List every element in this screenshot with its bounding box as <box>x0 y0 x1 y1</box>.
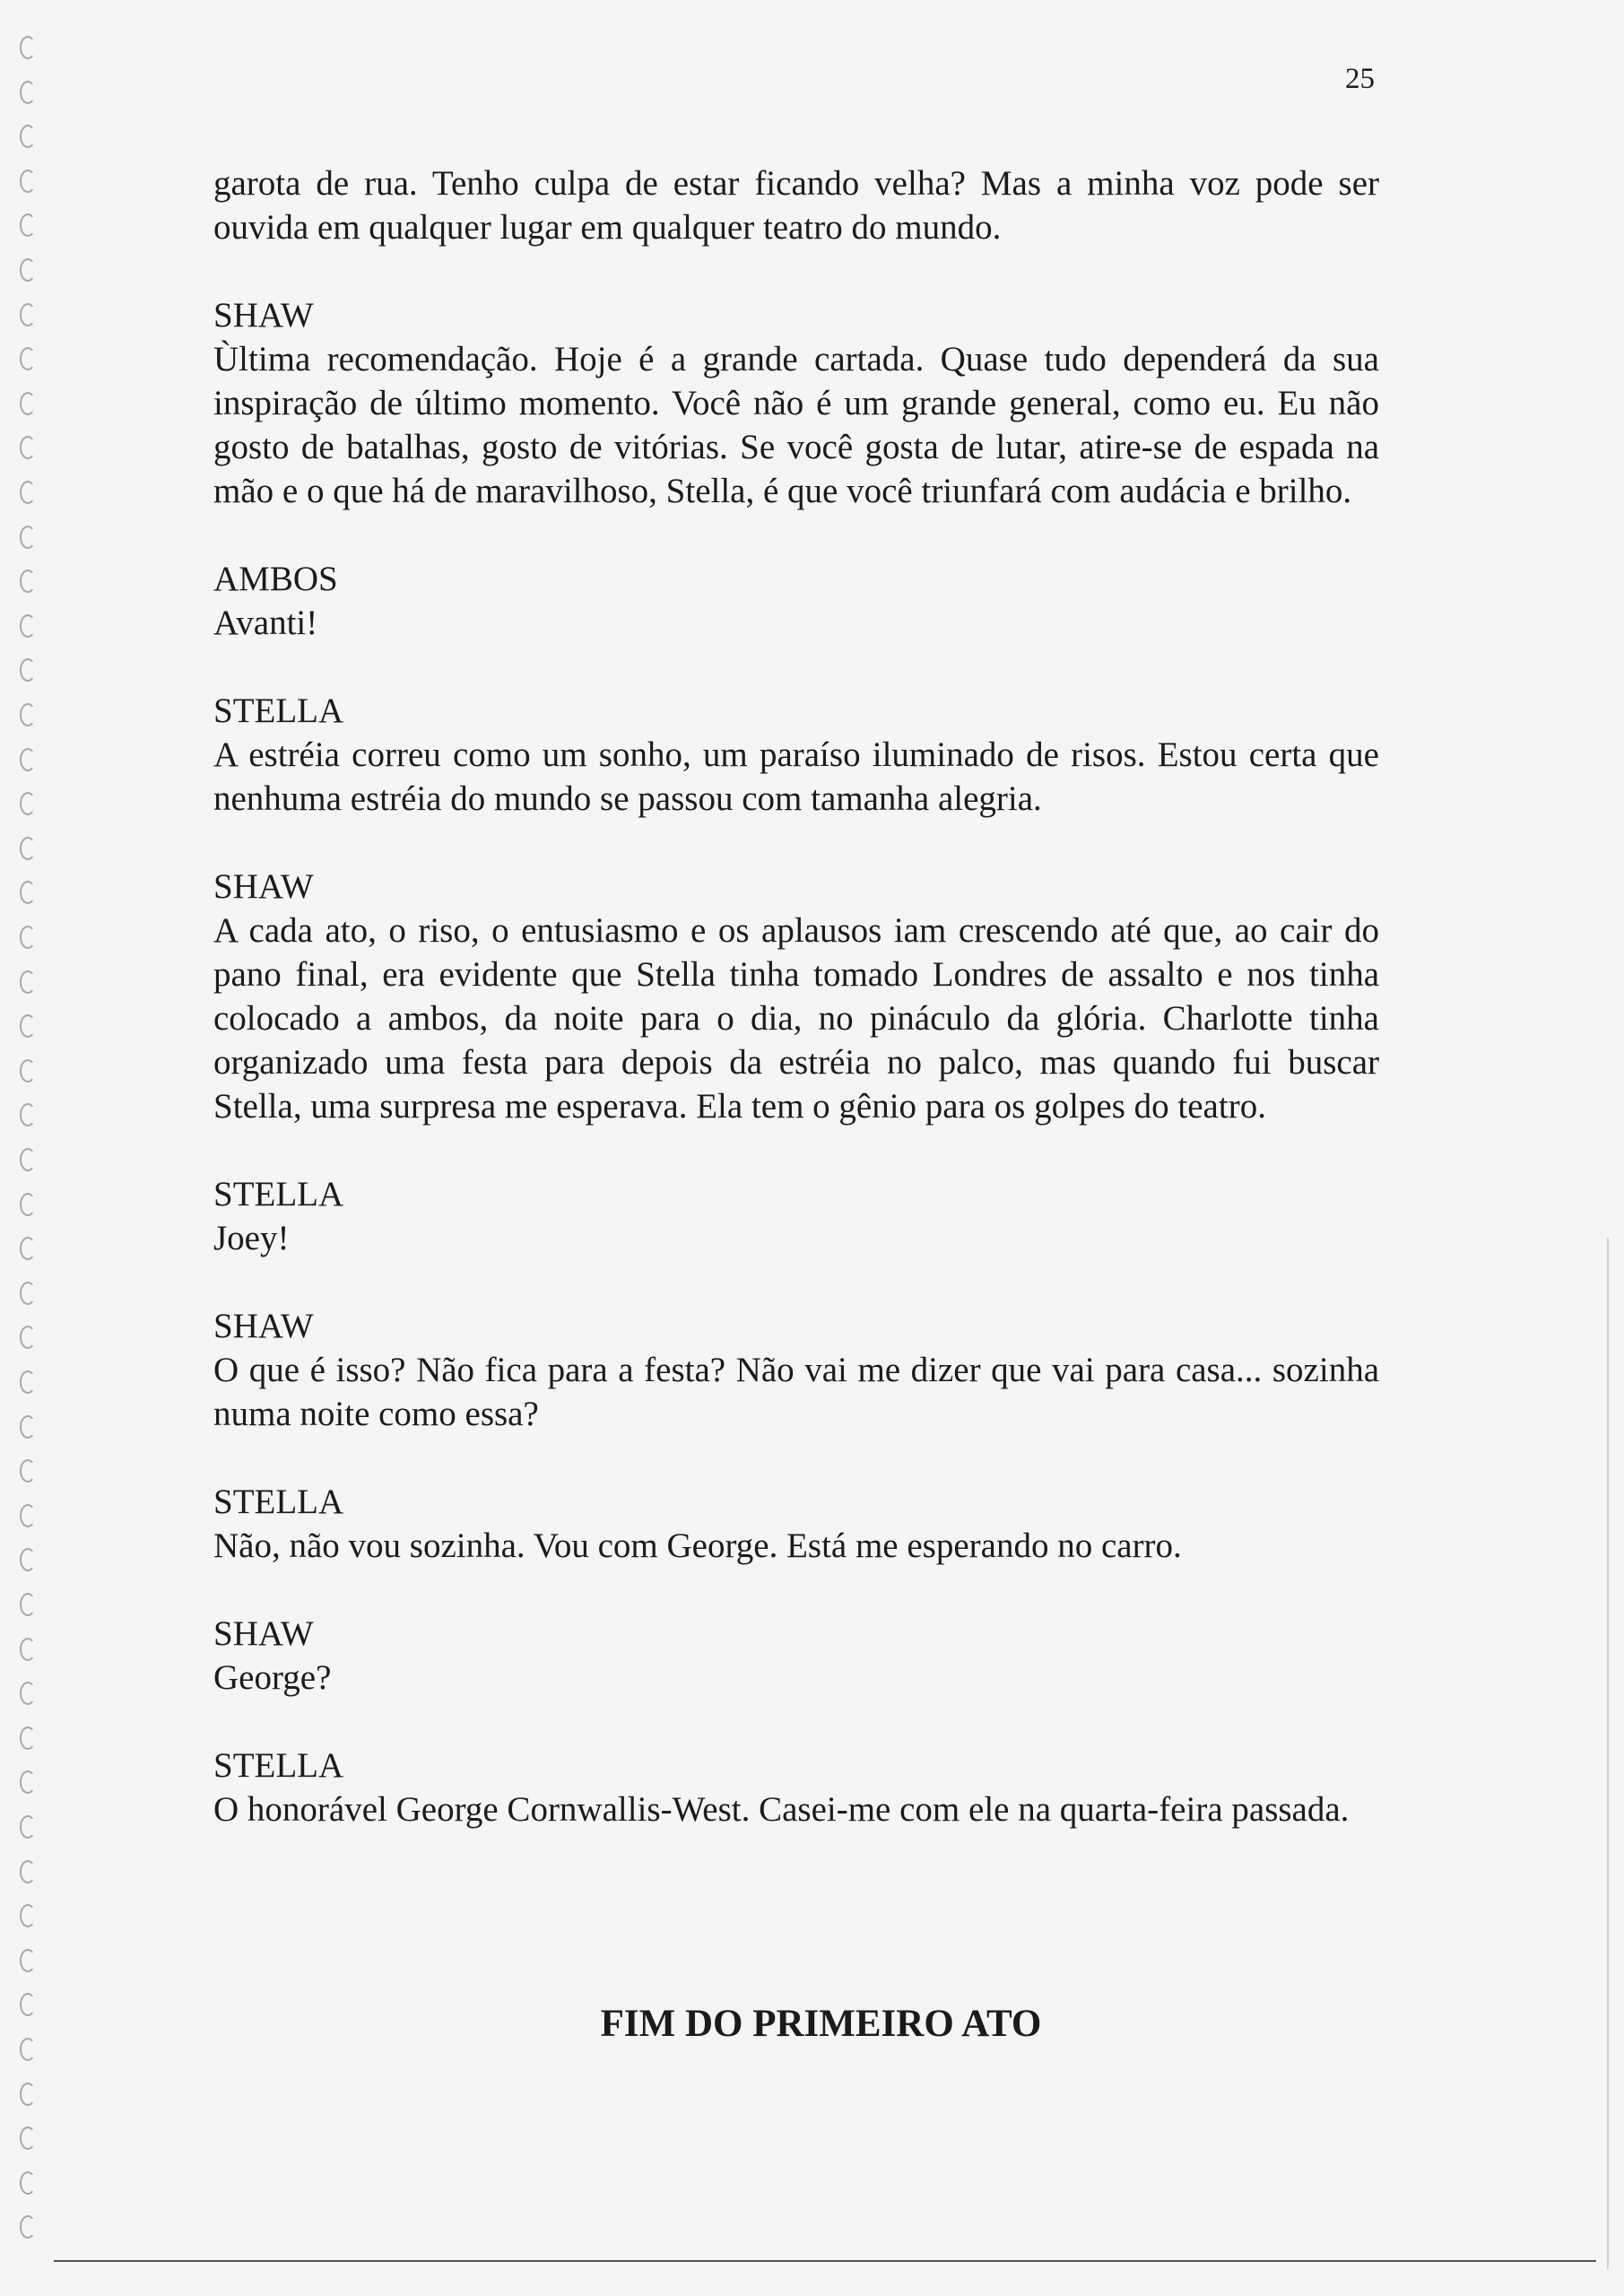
speaker-name: SHAW <box>213 296 314 335</box>
binding-hole <box>20 36 36 59</box>
dialogue-block <box>213 161 1379 249</box>
speaker-name: STELLA <box>213 1483 344 1521</box>
dialogue-block <box>213 557 1379 645</box>
binding-hole <box>20 526 36 549</box>
dialogue-text: Joey! <box>213 1219 290 1257</box>
speaker-name: STELLA <box>213 1175 344 1213</box>
binding-hole <box>20 1459 36 1483</box>
dialogue-block <box>213 1612 1379 1700</box>
binding-hole <box>20 1860 36 1883</box>
binding-hole <box>20 970 36 994</box>
bottom-rule <box>54 2260 1596 2262</box>
page-number: 25 <box>1345 63 1375 95</box>
dialogue-block <box>213 865 1379 1128</box>
speaker-name: SHAW <box>213 1614 314 1653</box>
binding-hole <box>20 570 36 593</box>
dialogue-text: A estréia correu como um sonho, um paraíso iluminado de risos. Estou certa que nenhuma estréia do mundo se passou com tamanha alegria. <box>213 735 1379 818</box>
dialogue-block <box>213 293 1379 513</box>
binding-hole <box>20 81 36 104</box>
binding-hole <box>20 436 36 459</box>
binding-hole <box>20 926 36 949</box>
binding-hole <box>20 1638 36 1661</box>
binding-hole <box>20 658 36 682</box>
speaker-name: STELLA <box>213 691 344 730</box>
binding-hole <box>20 303 36 326</box>
binding-hole <box>20 881 36 904</box>
act-end-title-text: FIM DO PRIMEIRO ATO <box>600 2003 1042 2045</box>
binding-hole <box>20 1014 36 1038</box>
binding-hole <box>20 170 36 193</box>
binding-hole <box>20 481 36 504</box>
dialogue-text: O que é isso? Não fica para a festa? Não vai me dizer que vai para casa... sozinha numa noite como essa? <box>213 1351 1379 1433</box>
dialogue-text: Avanti! <box>213 604 318 642</box>
speaker-name: AMBOS <box>213 560 338 598</box>
binding-hole <box>20 1370 36 1394</box>
binding-hole <box>20 748 36 771</box>
page-edge-shadow <box>1607 1238 1609 2269</box>
dialogue-text: Não, não vou sozinha. Vou com George. Está me esperando no carro. <box>213 1526 1182 1565</box>
binding-hole <box>20 1904 36 1927</box>
binding-holes <box>20 36 47 2260</box>
binding-hole <box>20 1237 36 1260</box>
dialogue-text: garota de rua. Tenho culpa de estar ficando velha? Mas a minha voz pode ser ouvida em qualquer lugar em qualquer teatro do mundo. <box>213 164 1379 247</box>
binding-hole <box>20 792 36 815</box>
binding-hole <box>20 2126 36 2150</box>
binding-hole <box>20 1593 36 1616</box>
dialogue-block <box>213 1172 1379 1260</box>
speaker-name: STELLA <box>213 1746 344 1785</box>
binding-hole <box>20 1415 36 1439</box>
binding-hole <box>20 1815 36 1839</box>
binding-hole <box>20 2083 36 2106</box>
binding-hole <box>20 1282 36 1305</box>
script-body <box>213 161 1379 1875</box>
binding-hole <box>20 1326 36 1349</box>
binding-hole <box>20 1770 36 1794</box>
act-end-title <box>0 2002 1624 2046</box>
binding-hole <box>20 213 36 237</box>
speaker-name: SHAW <box>213 1307 314 1345</box>
binding-hole <box>20 614 36 638</box>
dialogue-block <box>213 1480 1379 1568</box>
dialogue-block <box>213 689 1379 821</box>
binding-hole <box>20 837 36 860</box>
binding-hole <box>20 258 36 282</box>
binding-hole <box>20 703 36 726</box>
binding-hole <box>20 125 36 148</box>
dialogue-block <box>213 1744 1379 1831</box>
binding-hole <box>20 347 36 370</box>
binding-hole <box>20 2215 36 2239</box>
binding-hole <box>20 1726 36 1750</box>
binding-hole <box>20 1504 36 1527</box>
binding-hole <box>20 1148 36 1171</box>
dialogue-text: Ùltima recomendação. Hoje é a grande cartada. Quase tudo dependerá da sua inspiração de último momento. Você não é um grande general, como eu. Eu não gosto de batalhas, gosto de vitórias. Se você gosta de lutar, atire-se de espada na mão e o que há de maravilhoso, Stella, é que você triunfará com audácia e brilho. <box>213 340 1379 510</box>
binding-hole <box>20 2171 36 2195</box>
speaker-name: SHAW <box>213 867 314 906</box>
binding-hole <box>20 1548 36 1571</box>
dialogue-text: George? <box>213 1658 332 1697</box>
binding-hole <box>20 1193 36 1216</box>
binding-hole <box>20 392 36 415</box>
binding-hole <box>20 1949 36 1972</box>
dialogue-text: O honorável George Cornwallis-West. Casei-me com ele na quarta-feira passada. <box>213 1790 1350 1829</box>
binding-hole <box>20 1103 36 1126</box>
binding-hole <box>20 1059 36 1083</box>
dialogue-block <box>213 1304 1379 1436</box>
binding-hole <box>20 1682 36 1705</box>
dialogue-text: A cada ato, o riso, o entusiasmo e os aplausos iam crescendo até que, ao cair do pano final, era evidente que Stella tinha tomado Londres de assalto e nos tinha colocado a ambos, da noite para o dia, no pináculo da glória. Charlotte tinha organizado uma festa para depois da estréia no palco, mas quando fui buscar Stella, uma surpresa me esperava. Ela tem o gênio para os golpes do teatro. <box>213 911 1379 1126</box>
